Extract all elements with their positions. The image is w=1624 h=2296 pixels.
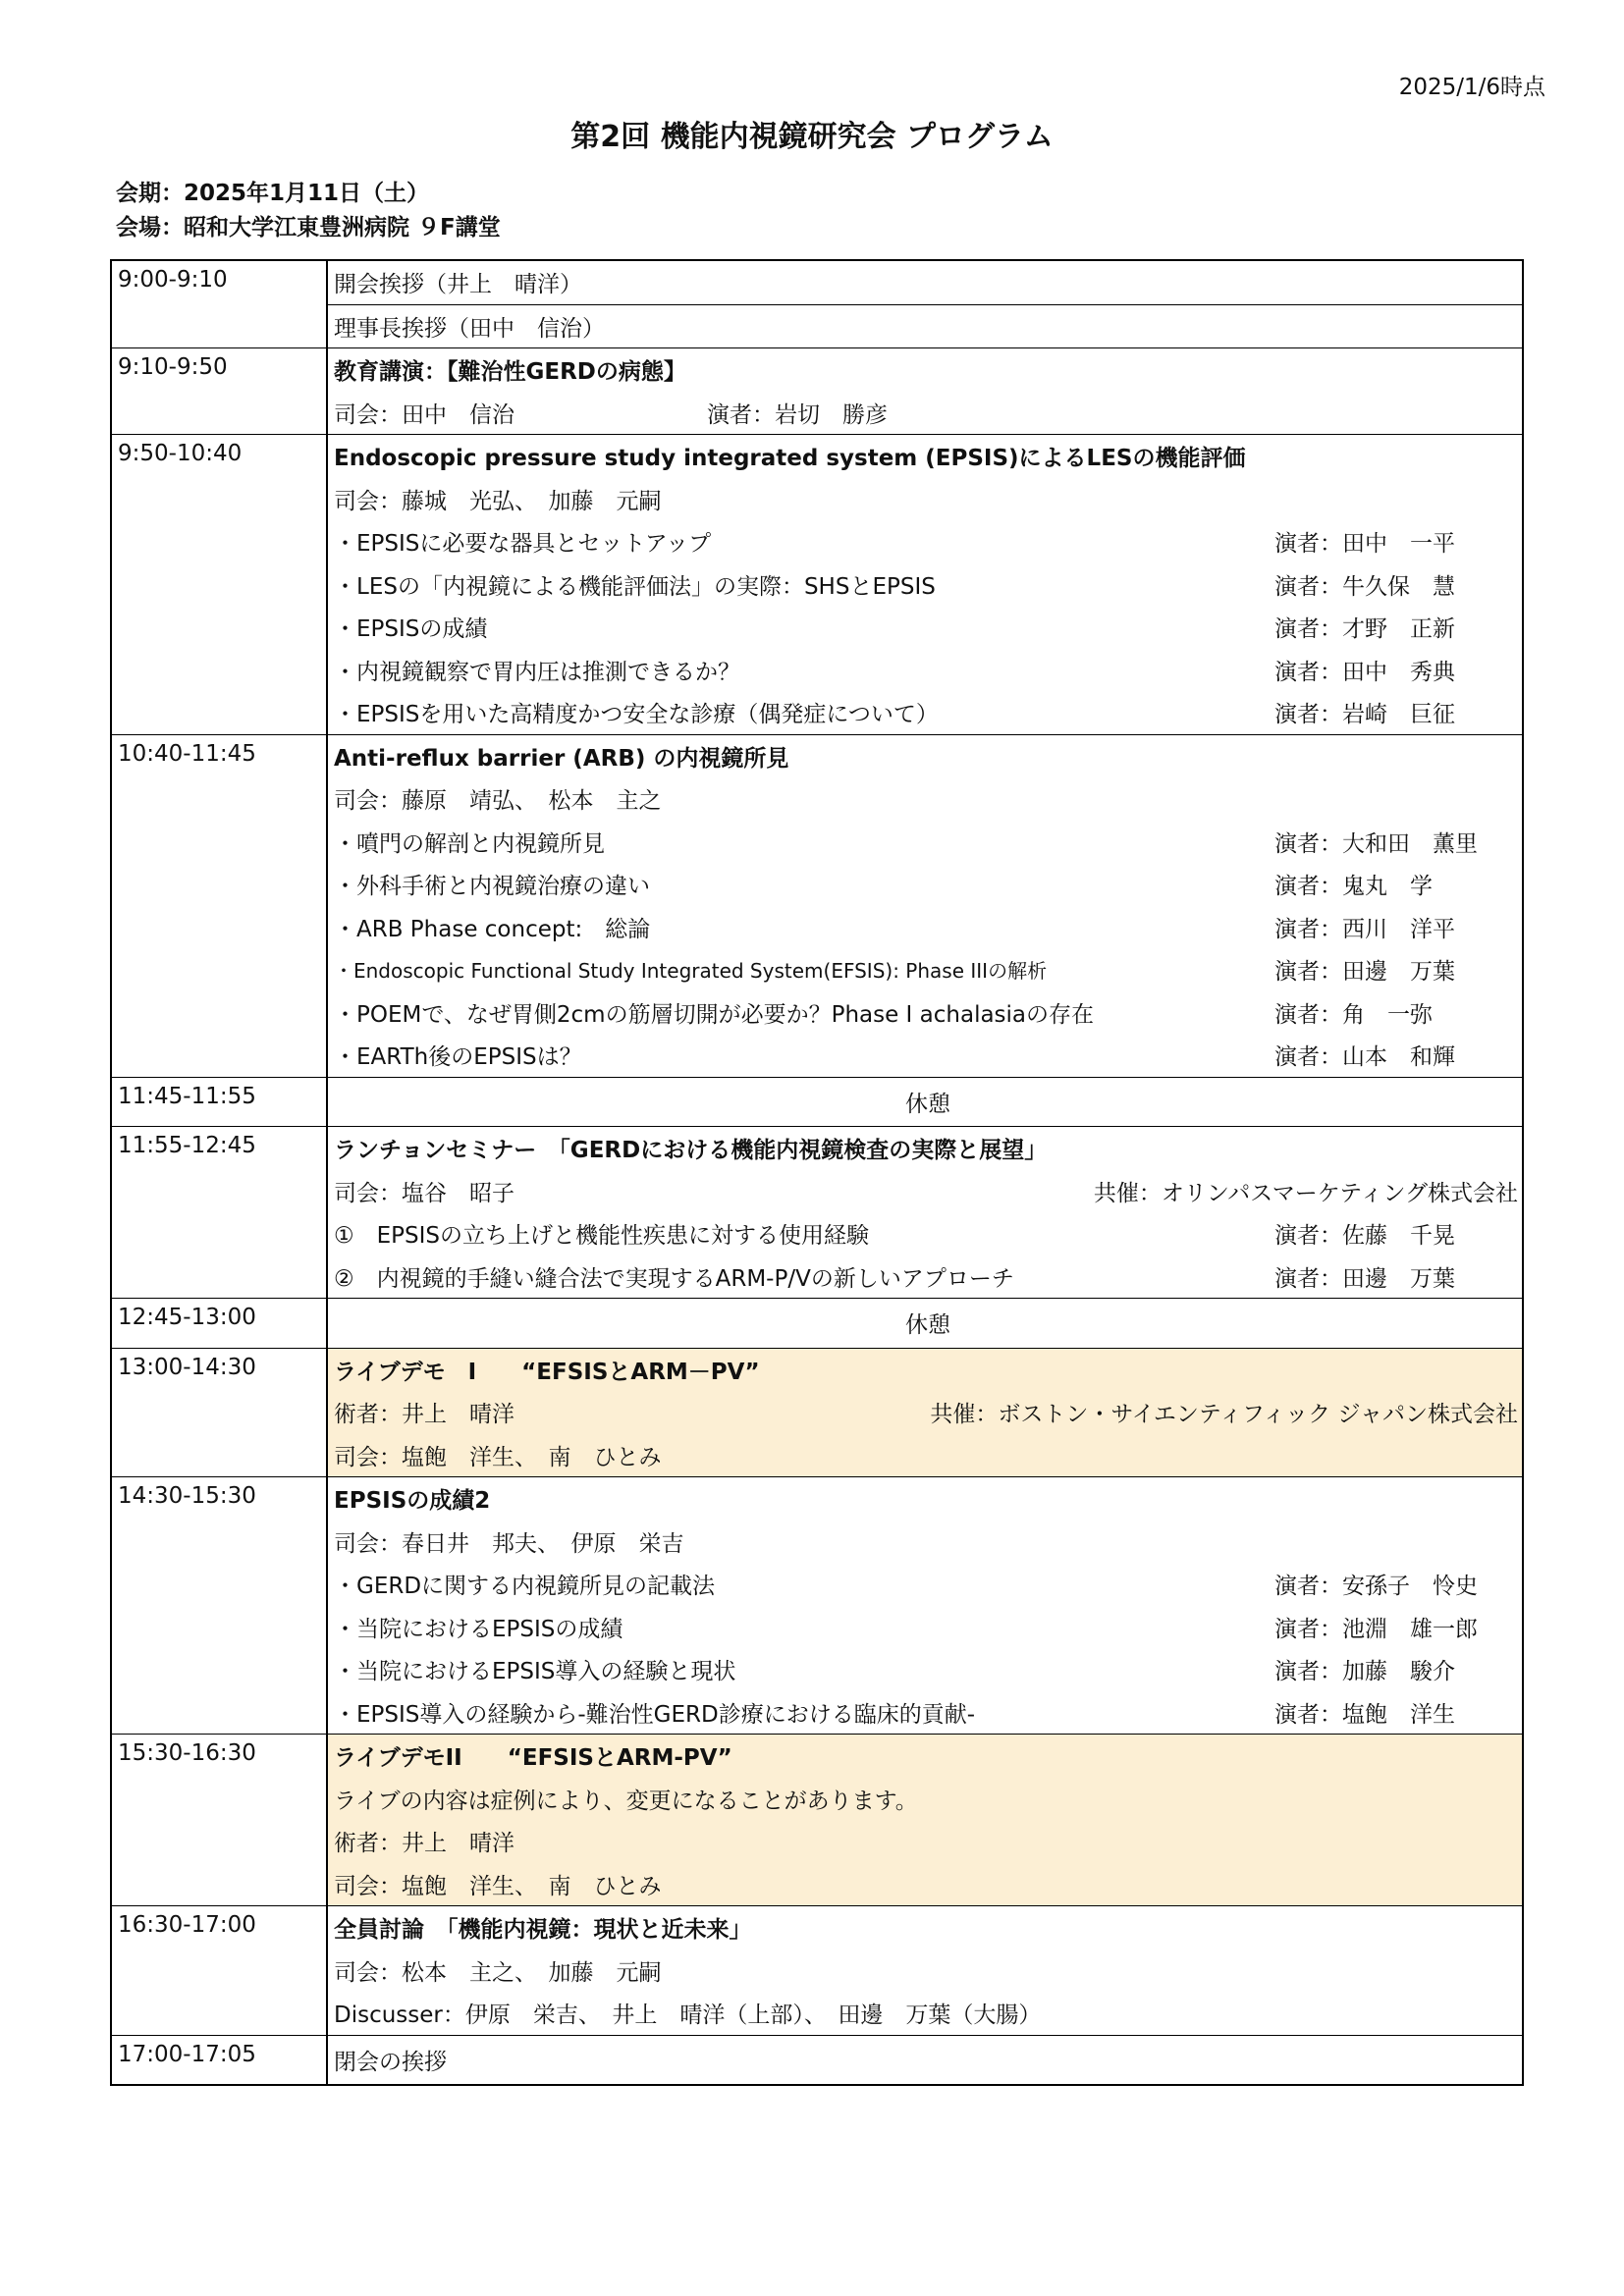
program-cell: [327, 392, 1523, 435]
program-cell: [327, 1949, 1523, 1993]
program-cell: [327, 1906, 1523, 1949]
program-item: 司会：田中 信治: [334, 401, 514, 428]
session-title: Anti-reflux barrier (ARB) の内視鏡所見: [334, 745, 789, 772]
program-row: [111, 1477, 1523, 1521]
program-item: Discusser：伊原 栄吉、 井上 晴洋（上部）、 田邊 万葉（大腸）: [334, 2002, 1042, 2029]
program-item: 司会：塩飽 洋生、 南 ひとみ: [334, 1444, 662, 1470]
program-item: 司会：藤原 靖弘、 松本 主之: [334, 788, 662, 815]
program-cell: [327, 1778, 1523, 1821]
program-cell: [327, 821, 1523, 864]
time-slot: 9:10-9:50: [111, 348, 327, 435]
time-slot: 17:00-17:05: [111, 2035, 327, 2085]
program-cell: [327, 348, 1523, 392]
program-cell: [327, 691, 1523, 734]
program-item: ・当院におけるEPSIS導入の経験と現状: [334, 1659, 736, 1685]
session-title: 休憩: [905, 1091, 950, 1117]
speaker: 演者：角 一弥: [1274, 1001, 1433, 1028]
session-title: ライブデモII “EFSISとARM-PV”: [334, 1745, 732, 1772]
program-item: ・外科手術と内視鏡治療の違い: [334, 874, 650, 900]
time-slot: 10:40-11:45: [111, 734, 327, 1077]
speaker: 演者：大和田 薫里: [1274, 830, 1478, 857]
program-item: 理事長挨拶（田中 信治）: [334, 315, 605, 342]
program-item: ・EPSISを用いた高精度かつ安全な診療（偶発症について）: [334, 702, 939, 728]
speaker: 演者：安孫子 怜史: [1274, 1574, 1478, 1600]
program-cell: [327, 1170, 1523, 1213]
speaker: 演者：池淵 雄一郎: [1274, 1616, 1478, 1642]
program-row: [111, 1299, 1523, 1349]
program-cell: [327, 1077, 1523, 1127]
speaker: 共催：ボストン・サイエンティフィック ジャパン株式会社: [930, 1402, 1518, 1428]
program-cell: [327, 1127, 1523, 1170]
session-title: EPSISの成績2: [334, 1488, 491, 1515]
program-cell: [327, 1434, 1523, 1477]
speaker: 演者：田邊 万葉: [1274, 1265, 1455, 1292]
program-item: ・LESの「内視鏡による機能評価法」の実際：SHSとEPSIS: [334, 573, 936, 600]
session-title: 開会挨拶（井上 晴洋）: [334, 272, 582, 298]
program-row: [111, 348, 1523, 392]
session-title: 休憩: [905, 1312, 950, 1339]
program-item: 術者：井上 晴洋: [334, 1831, 514, 1857]
program-row: [111, 435, 1523, 478]
program-cell: [327, 1299, 1523, 1349]
time-slot: 11:45-11:55: [111, 1077, 327, 1127]
speaker: 演者：田中 秀典: [1274, 659, 1455, 685]
venue: 会場：昭和大学江東豊洲病院 ９F講堂: [116, 215, 501, 240]
speaker: 演者：田邊 万葉: [1274, 959, 1455, 986]
session-date: 会期：2025年1月11日（土）: [116, 181, 430, 206]
program-cell: [327, 1255, 1523, 1299]
time-slot: 13:00-14:30: [111, 1348, 327, 1477]
speaker: 演者：牛久保 慧: [1274, 573, 1455, 600]
speaker: 演者：西川 洋平: [1274, 916, 1455, 942]
program-cell: [327, 520, 1523, 563]
program-item: ・EPSISに必要な器具とセットアップ: [334, 531, 712, 558]
page-title: 第2回 機能内視鏡研究会 プログラム: [570, 120, 1054, 154]
program-item: 司会：塩飽 洋生、 南 ひとみ: [334, 1873, 662, 1899]
program-row: [111, 734, 1523, 777]
program-item: 司会：松本 主之、 加藤 元嗣: [334, 1959, 662, 1986]
program-cell: [327, 1606, 1523, 1649]
program-cell: [327, 1863, 1523, 1906]
program-item: ・噴門の解剖と内視鏡所見: [334, 830, 605, 857]
speaker: 演者：鬼丸 学: [1274, 874, 1433, 900]
program-item: 術者：井上 晴洋: [334, 1402, 514, 1428]
program-item: ② 内視鏡的手縫い縫合法で実現するARM-P/Vの新しいアプローチ: [334, 1265, 1014, 1292]
program-item: 司会：塩谷 昭子: [334, 1180, 514, 1206]
program-cell: [327, 1212, 1523, 1255]
program-cell: [327, 906, 1523, 949]
speaker: 演者：才野 正新: [1274, 616, 1455, 643]
program-cell: [327, 991, 1523, 1035]
program-cell: [327, 1735, 1523, 1778]
program-cell: [327, 1820, 1523, 1863]
program-item: ・EARTh後のEPSISは？: [334, 1044, 582, 1071]
program-item: ライブの内容は症例により、変更になることがあります。: [334, 1788, 918, 1814]
session-title: Endoscopic pressure study integrated system (EPSIS)によるLESの機能評価: [334, 446, 1246, 472]
time-slot: 9:50-10:40: [111, 435, 327, 735]
program-item: ・POEMで、なぜ胃側2cmの筋層切開が必要か？Phase I achalasiaの存在: [334, 1001, 1095, 1028]
time-slot: 12:45-13:00: [111, 1299, 327, 1349]
program-row: [111, 1348, 1523, 1391]
session-title: ライブデモ I “EFSISとARM－PV”: [334, 1359, 760, 1385]
program-cell: [327, 260, 1523, 304]
program-item: ・EPSISの成績: [334, 616, 488, 643]
program-cell: [327, 1391, 1523, 1434]
date-note: 2025/1/6時点: [1398, 75, 1545, 100]
program-cell: [327, 606, 1523, 649]
speaker: 演者：岩切 勝彦: [707, 401, 888, 428]
program-cell: [327, 478, 1523, 521]
program-cell: [327, 649, 1523, 692]
program-cell: [327, 1691, 1523, 1735]
program-cell: [327, 1477, 1523, 1521]
speaker: 演者：塩飽 洋生: [1274, 1701, 1455, 1728]
time-slot: 15:30-16:30: [111, 1735, 327, 1906]
program-item: ・内視鏡観察で胃内圧は推測できるか？: [334, 659, 740, 685]
program-item: ・ARB Phase concept: 総論: [334, 916, 651, 942]
program-cell: [327, 304, 1523, 348]
time-slot: 14:30-15:30: [111, 1477, 327, 1735]
session-title: ランチョンセミナー 「GERDにおける機能内視鏡検査の実際と展望」: [334, 1138, 1048, 1164]
program-cell: [327, 1563, 1523, 1606]
speaker: 演者：加藤 駿介: [1274, 1659, 1455, 1685]
program-row: [111, 1077, 1523, 1127]
program-cell: [327, 435, 1523, 478]
program-item: ① EPSISの立ち上げと機能性疾患に対する使用経験: [334, 1223, 870, 1250]
program-row: [111, 1735, 1523, 1778]
program-item: ・EPSIS導入の経験から-難治性GERD診療における臨床的貢献-: [334, 1701, 976, 1728]
program-item: ・GERDに関する内視鏡所見の記載法: [334, 1574, 716, 1600]
program-cell: [327, 1034, 1523, 1077]
speaker: 演者：岩崎 巨征: [1274, 702, 1455, 728]
session-title: 閉会の挨拶: [334, 2049, 447, 2075]
program-cell: [327, 863, 1523, 906]
program-cell: [327, 948, 1523, 991]
speaker: 演者：田中 一平: [1274, 531, 1455, 558]
program-cell: [327, 1648, 1523, 1691]
program-cell: [327, 777, 1523, 821]
speaker: 演者：山本 和輝: [1274, 1044, 1455, 1071]
program-cell: [327, 1992, 1523, 2035]
speaker: 演者：佐藤 千晃: [1274, 1223, 1455, 1250]
program-item: ・Endoscopic Functional Study Integrated System(EFSIS): Phase IIIの解析: [334, 959, 1048, 984]
session-title: 全員討論 「機能内視鏡：現状と近未来」: [334, 1917, 752, 1944]
program-row: [111, 260, 1523, 304]
program-cell: [327, 563, 1523, 607]
speaker: 共催：オリンパスマーケティング株式会社: [1093, 1180, 1518, 1206]
program-row: [111, 1127, 1523, 1170]
time-slot: 16:30-17:00: [111, 1906, 327, 2036]
time-slot: 11:55-12:45: [111, 1127, 327, 1299]
program-row: [111, 1906, 1523, 1949]
session-title: 教育講演：【難治性GERDの病態】: [334, 359, 686, 386]
program-cell: [327, 734, 1523, 777]
program-table: [110, 259, 1524, 2086]
program-row: [111, 2035, 1523, 2085]
program-item: 司会：春日井 邦夫、 伊原 栄吉: [334, 1530, 684, 1557]
program-cell: [327, 1521, 1523, 1564]
program-cell: [327, 2035, 1523, 2085]
program-cell: [327, 1348, 1523, 1391]
time-slot: 9:00-9:10: [111, 260, 327, 348]
program-item: ・当院におけるEPSISの成績: [334, 1616, 623, 1642]
program-item: 司会：藤城 光弘、 加藤 元嗣: [334, 488, 662, 514]
